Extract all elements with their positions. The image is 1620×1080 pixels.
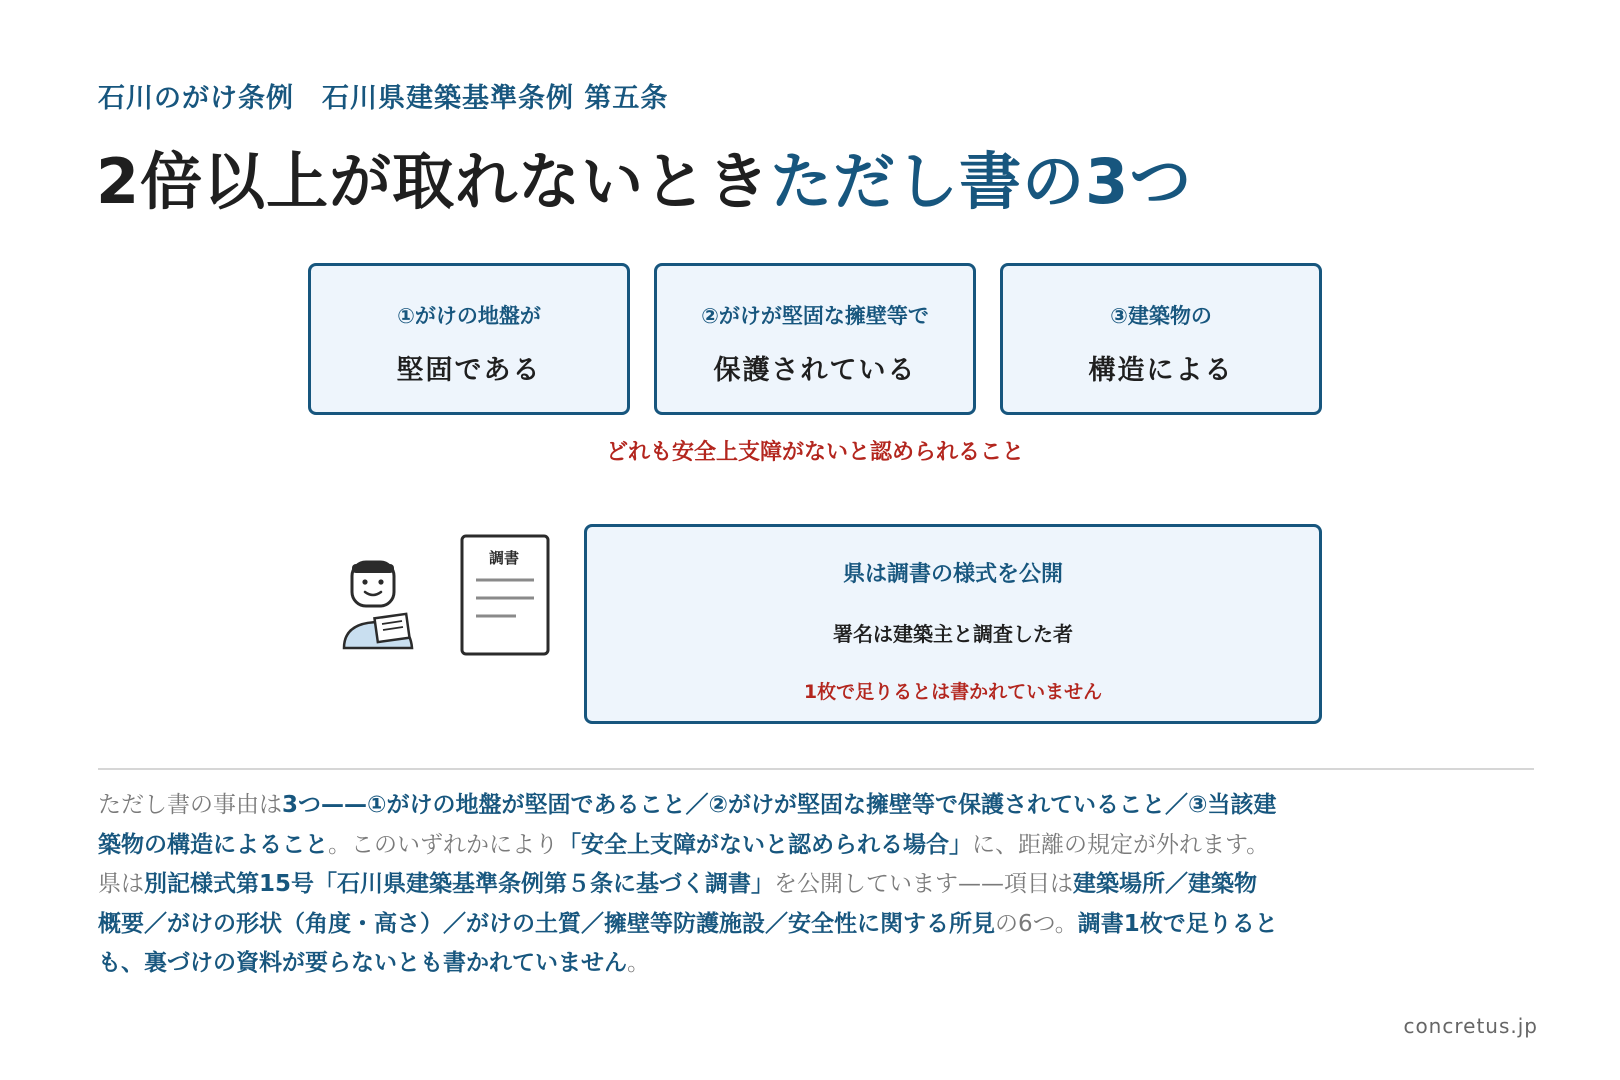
- condition-1-text: 堅固である: [396, 355, 542, 386]
- condition-1-label: ①がけの地盤が: [397, 304, 541, 328]
- page-title: [96, 132, 1192, 221]
- body-text-4: を公開しています——項目は: [774, 871, 1074, 897]
- body-emphasis-1: 3つ——①がけの地盤が堅固であること／②がけが堅固な擁壁等で保護されていること／③当該建築物の構造によること: [98, 792, 1277, 858]
- body-emphasis-2: 「安全上支障がないと認められる場合」: [558, 831, 972, 858]
- condition-3-label: ③建築物の: [1110, 304, 1212, 328]
- body-text-5: の6つ。: [995, 910, 1078, 937]
- info-warning: 1枚で足りるとは書かれていません: [803, 681, 1103, 703]
- caution-note: どれも安全上支障がないと認められること: [605, 440, 1024, 465]
- info-box: [584, 524, 1322, 724]
- body-text-1: ただし書の事由は: [98, 792, 282, 818]
- condition-card-3: [1000, 263, 1322, 415]
- info-headline: 県は調書の様式を公開: [842, 562, 1063, 587]
- page-subtitle: 石川のがけ条例 石川県建築基準条例 第五条: [98, 83, 669, 114]
- title-main: 2倍以上が取れないとき: [96, 145, 771, 218]
- info-signature-note: 署名は建築主と調査した者: [833, 622, 1073, 646]
- person-holding-paper-icon: [340, 560, 420, 650]
- footer-site-name: concretus.jp: [1403, 1014, 1538, 1038]
- body-paragraph: [98, 786, 1278, 984]
- body-text-2: 。このいずれかにより: [328, 831, 558, 858]
- body-emphasis-3: 別記様式第15号「石川県建築基準条例第５条に基づく調書」: [144, 871, 775, 897]
- condition-2-label: ②がけが堅固な擁壁等で: [701, 304, 929, 328]
- title-accent: ただし書の3つ: [770, 145, 1193, 218]
- divider: [98, 768, 1534, 770]
- condition-3-text: 構造による: [1088, 355, 1234, 386]
- body-emphasis-5: 調書1枚で足りるとも、裏づけの資料が要らないとも書かれていません: [98, 910, 1278, 976]
- condition-card-2: [654, 263, 976, 415]
- body-emphasis-4: 建築場所／建築物概要／がけの形状（角度・高さ）／がけの土質／擁壁等防護施設／安全性に関する所見: [98, 871, 1258, 937]
- condition-card-1: [308, 263, 630, 415]
- body-text-3: に、距離の規定が外れます。県は: [98, 831, 1270, 897]
- document-icon: [460, 534, 552, 658]
- condition-2-text: 保護されている: [713, 355, 917, 386]
- body-text-6: 。: [627, 950, 650, 976]
- document-icon-label: 調書: [488, 549, 520, 567]
